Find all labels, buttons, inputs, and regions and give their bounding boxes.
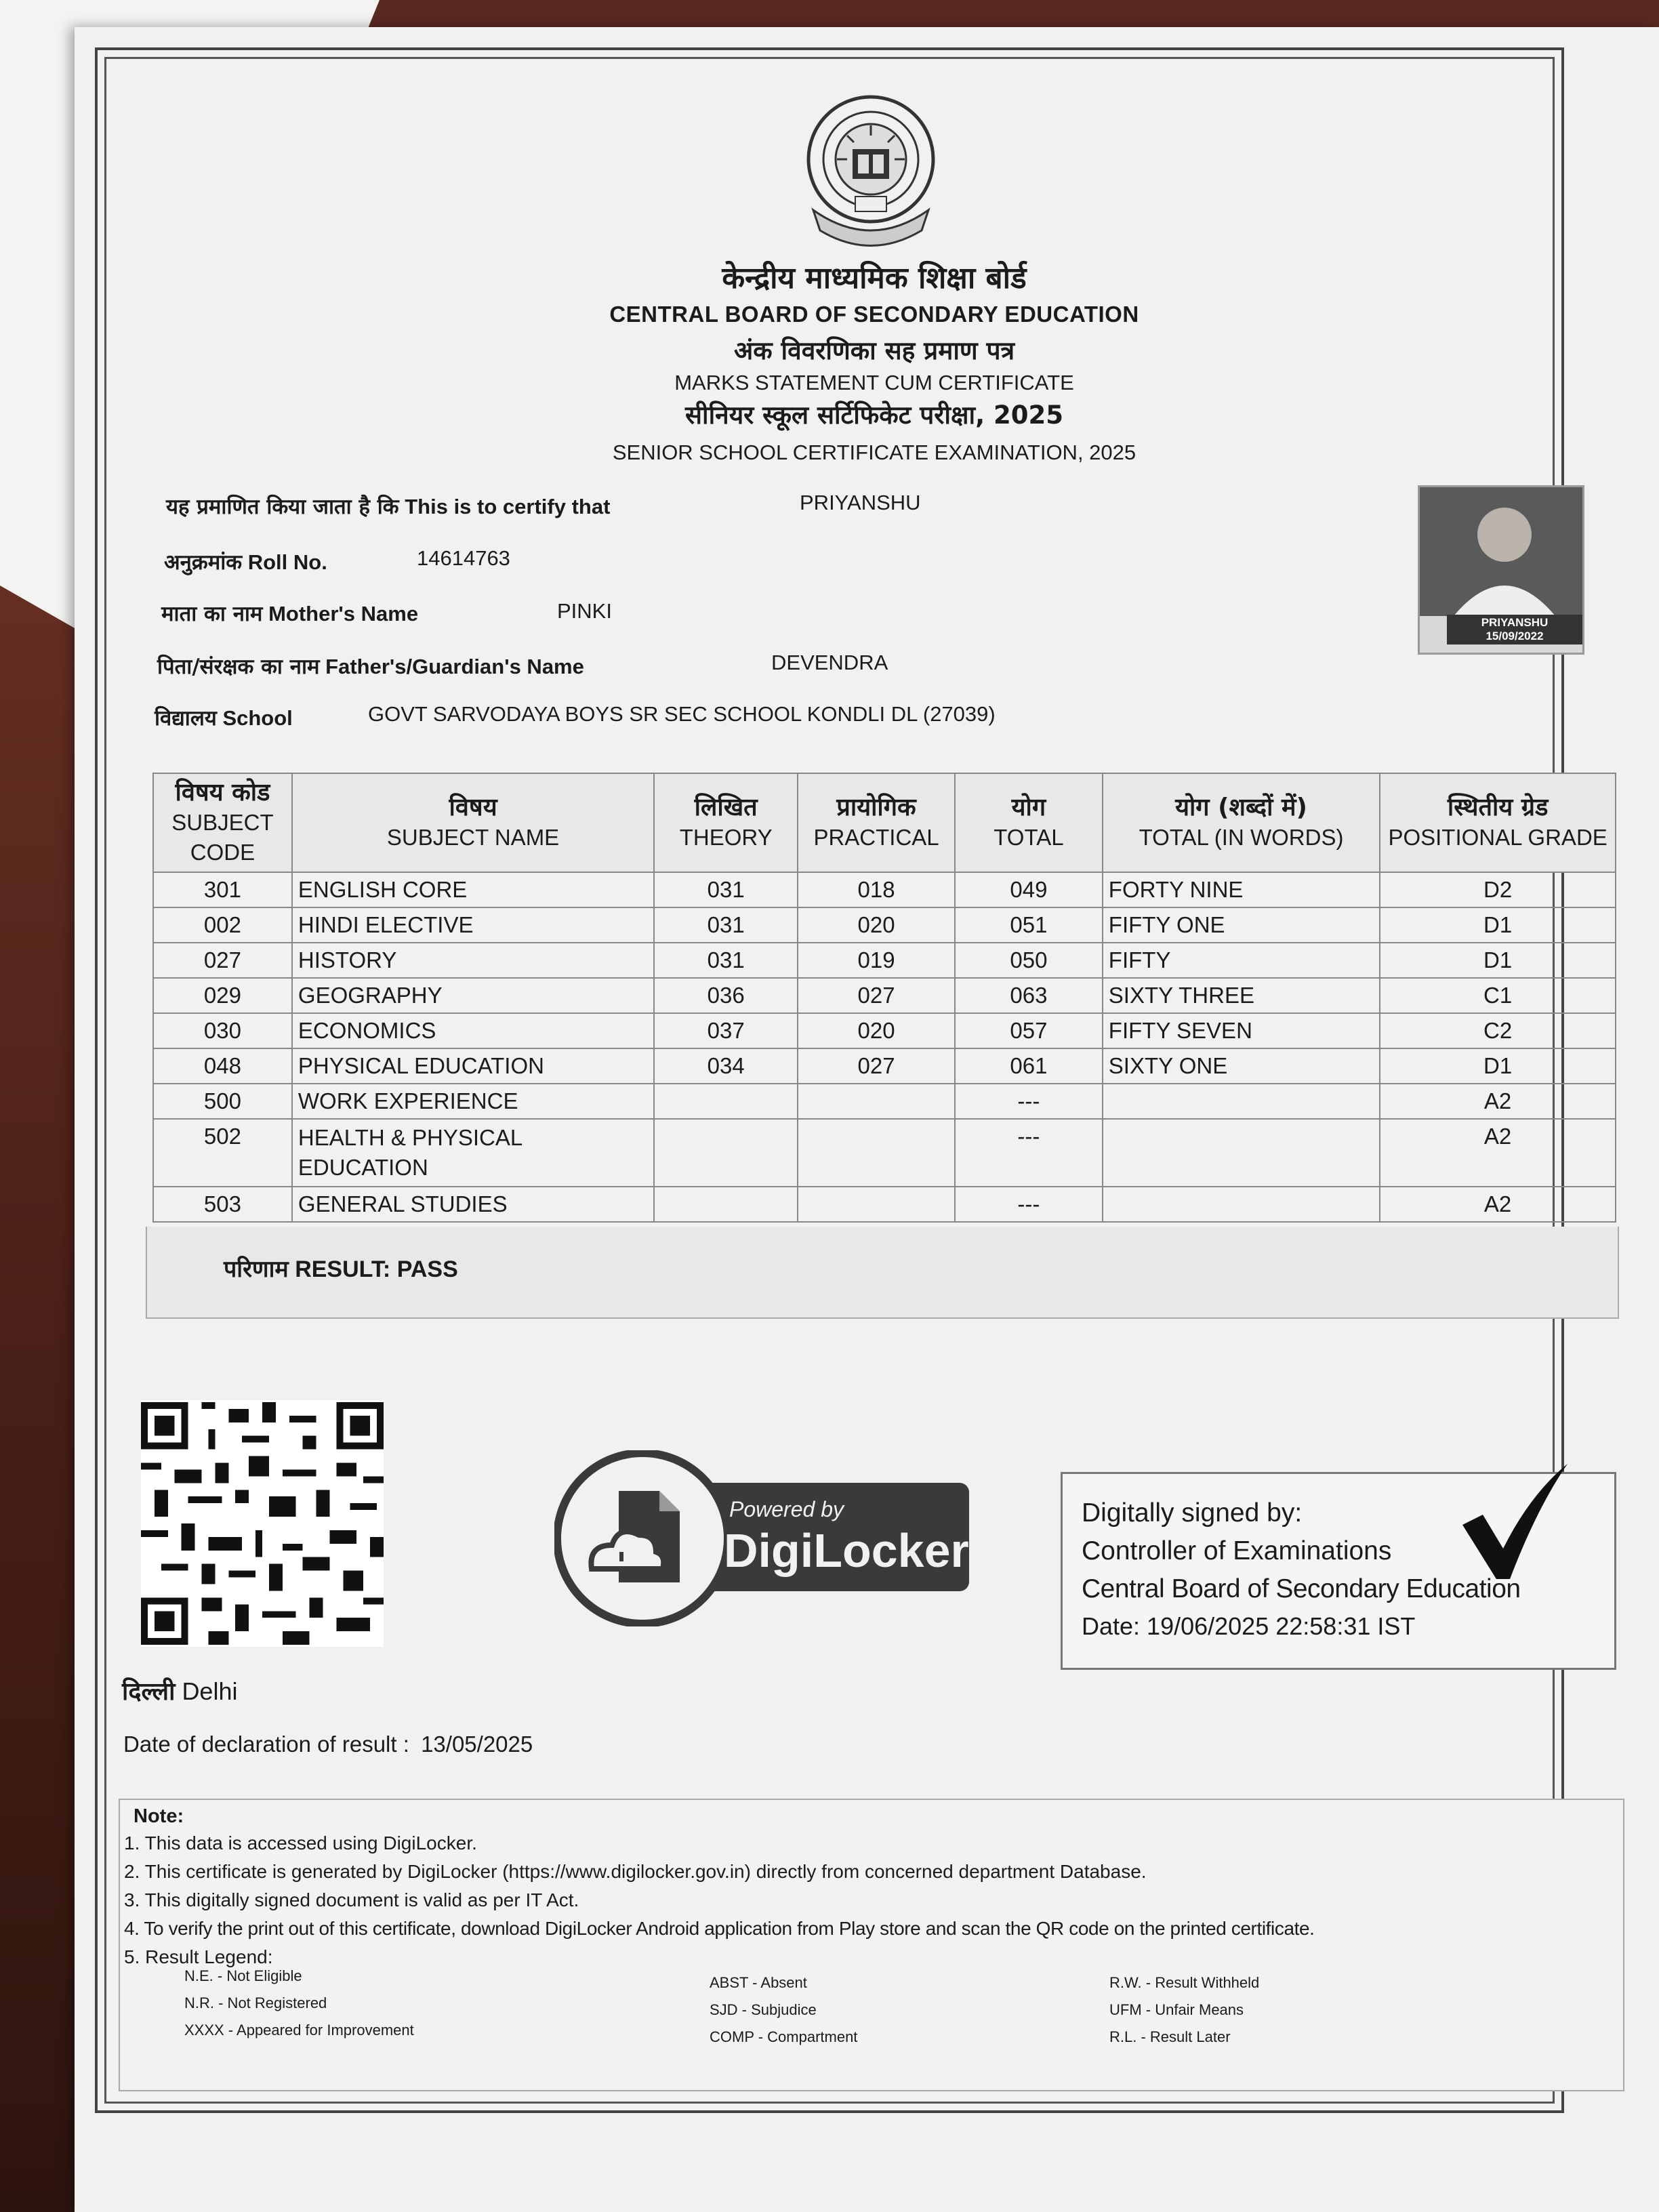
result-value: PASS: [396, 1256, 458, 1282]
positional-grade: A2: [1380, 1084, 1616, 1119]
theory-marks: 034: [654, 1048, 798, 1084]
total-in-words: [1103, 1187, 1380, 1222]
notes-section: [119, 1799, 1624, 2091]
total-marks: 063: [955, 978, 1103, 1013]
subject-name: PHYSICAL EDUCATION: [292, 1048, 654, 1084]
notes-title: Note:: [134, 1805, 184, 1827]
header-positional-grade: स्थितीय ग्रेड POSITIONAL GRADE: [1380, 773, 1616, 872]
result-label: RESULT:: [295, 1256, 391, 1282]
photo-caption-date: 15/09/2022: [1486, 630, 1544, 642]
exam-title-hindi: सीनियर स्कूल सर्टिफिकेट परीक्षा, 2025: [684, 401, 1064, 430]
cbse-emblem-icon: [800, 95, 942, 251]
subject-name: HEALTH & PHYSICAL EDUCATION: [292, 1119, 654, 1187]
positional-grade: D2: [1380, 872, 1616, 907]
certify-line: [166, 492, 610, 520]
subject-code: 027: [153, 943, 292, 978]
subject-name: ENGLISH CORE: [292, 872, 654, 907]
subject-code: 301: [153, 872, 292, 907]
student-name: PRIYANSHU: [800, 491, 921, 514]
roll-label: Roll No.: [247, 550, 327, 574]
legend-item: ABST - Absent: [710, 1974, 807, 1991]
father-hindi: पिता/संरक्षक का नाम: [157, 655, 320, 679]
document-title-hindi: अंक विवरणिका सह प्रमाण पत्र: [733, 336, 1015, 365]
positional-grade: C1: [1380, 978, 1616, 1013]
subject-name: GEOGRAPHY: [292, 978, 654, 1013]
positional-grade: C2: [1380, 1013, 1616, 1048]
legend-item: R.L. - Result Later: [1109, 2028, 1231, 2045]
note-item: 1. This data is accessed using DigiLocker.: [124, 1832, 477, 1853]
legend-item: N.R. - Not Registered: [184, 1994, 327, 2011]
place-english: Delhi: [182, 1677, 238, 1705]
legend-column-2: [710, 1969, 857, 2051]
header-total-words: योग (शब्दों में) TOTAL (IN WORDS): [1103, 773, 1380, 872]
photo-caption: [1447, 615, 1582, 644]
legend-item: UFM - Unfair Means: [1109, 2001, 1244, 2018]
total-in-words: SIXTY ONE: [1103, 1048, 1380, 1084]
result-line: [224, 1252, 458, 1284]
digilocker-brand-text: DigiLocker: [724, 1524, 969, 1577]
father-line: [157, 652, 584, 680]
mother-name: PINKI: [557, 599, 612, 623]
digilocker-badge: [554, 1450, 975, 1626]
table-row: [153, 978, 1616, 1013]
legend-item: N.E. - Not Eligible: [184, 1967, 302, 1984]
theory-marks: 031: [654, 943, 798, 978]
person-icon: [1420, 487, 1582, 616]
table-row: [153, 872, 1616, 907]
total-in-words: FIFTY: [1103, 943, 1380, 978]
total-marks: ---: [955, 1084, 1103, 1119]
subject-name: WORK EXPERIENCE: [292, 1084, 654, 1119]
theory-marks: [654, 1084, 798, 1119]
table-row: [153, 907, 1616, 943]
school-hindi: विद्यालय: [155, 706, 217, 731]
positional-grade: D1: [1380, 943, 1616, 978]
legend-item: COMP - Compartment: [710, 2028, 858, 2045]
subject-name: ECONOMICS: [292, 1013, 654, 1048]
practical-marks: [798, 1119, 955, 1187]
legend-item: R.W. - Result Withheld: [1109, 1974, 1260, 1991]
document-title-english: MARKS STATEMENT CUM CERTIFICATE: [674, 371, 1074, 394]
exam-title-english: SENIOR SCHOOL CERTIFICATE EXAMINATION, 2025: [612, 441, 1136, 464]
student-photo: [1418, 485, 1584, 655]
practical-marks: [798, 1187, 955, 1222]
subject-code: 030: [153, 1013, 292, 1048]
practical-marks: 019: [798, 943, 955, 978]
declaration-line: [123, 1732, 533, 1757]
school-line: [155, 703, 293, 732]
qr-code-icon[interactable]: [141, 1400, 384, 1647]
theory-marks: 031: [654, 872, 798, 907]
positional-grade: D1: [1380, 1048, 1616, 1084]
theory-marks: [654, 1187, 798, 1222]
board-name-hindi: केन्द्रीय माध्यमिक शिक्षा बोर्ड: [722, 261, 1027, 295]
header-theory: लिखित THEORY: [654, 773, 798, 872]
result-label-hindi: परिणाम: [224, 1256, 289, 1283]
table-row: [153, 1013, 1616, 1048]
table-row: [153, 1048, 1616, 1084]
roll-line: [164, 548, 327, 576]
powered-by-text: Powered by: [729, 1497, 844, 1521]
table-header-row: [153, 773, 1616, 872]
roll-hindi: अनुक्रमांक: [164, 550, 243, 575]
marks-table: [152, 773, 1616, 1223]
total-in-words: [1103, 1119, 1380, 1187]
signature-date: Date: 19/06/2025 22:58:31 IST: [1082, 1612, 1416, 1640]
subject-code: 048: [153, 1048, 292, 1084]
legend-column-1: [184, 1963, 414, 2044]
total-marks: ---: [955, 1119, 1103, 1187]
subject-code: 503: [153, 1187, 292, 1222]
subject-name: GENERAL STUDIES: [292, 1187, 654, 1222]
subject-code: 500: [153, 1084, 292, 1119]
practical-marks: 020: [798, 907, 955, 943]
certify-label: This is to certify that: [405, 495, 611, 518]
practical-marks: 027: [798, 1048, 955, 1084]
theory-marks: 031: [654, 907, 798, 943]
header-subject-code: विषय कोड SUBJECT CODE: [153, 773, 292, 872]
declaration-date: 13/05/2025: [421, 1732, 533, 1757]
table-row: [153, 1084, 1616, 1119]
legend-column-3: [1109, 1969, 1259, 2051]
signer-organization: Central Board of Secondary Education: [1082, 1574, 1521, 1603]
note-item: 4. To verify the print out of this certificate, download DigiLocker Android application from Play store and scan the QR code on the printed certificate.: [124, 1918, 1315, 1939]
note-item: 3. This digitally signed document is valid as per IT Act.: [124, 1889, 579, 1910]
digital-signature-box: [1061, 1472, 1616, 1670]
note-item: 5. Result Legend:: [124, 1946, 273, 1967]
school-name: GOVT SARVODAYA BOYS SR SEC SCHOOL KONDLI DL (27039): [368, 702, 996, 726]
practical-marks: [798, 1084, 955, 1119]
total-marks: 049: [955, 872, 1103, 907]
total-in-words: [1103, 1084, 1380, 1119]
table-row: [153, 1187, 1616, 1222]
signer-title: Controller of Examinations: [1082, 1536, 1392, 1565]
total-in-words: FIFTY ONE: [1103, 907, 1380, 943]
subject-code: 502: [153, 1119, 292, 1187]
subject-code: 002: [153, 907, 292, 943]
total-marks: 051: [955, 907, 1103, 943]
subject-name: HINDI ELECTIVE: [292, 907, 654, 943]
total-marks: 061: [955, 1048, 1103, 1084]
positional-grade: A2: [1380, 1119, 1616, 1187]
father-name: DEVENDRA: [771, 651, 888, 674]
total-marks: 050: [955, 943, 1103, 978]
mother-label: Mother's Name: [268, 602, 419, 626]
place: [122, 1674, 237, 1707]
total-marks: 057: [955, 1013, 1103, 1048]
total-in-words: SIXTY THREE: [1103, 978, 1380, 1013]
photo-caption-name: PRIYANSHU: [1481, 616, 1549, 629]
header-practical: प्रायोगिक PRACTICAL: [798, 773, 955, 872]
mother-line: [161, 599, 418, 628]
subject-code: 029: [153, 978, 292, 1013]
legend-item: SJD - Subjudice: [710, 2001, 817, 2018]
signed-by-label: Digitally signed by:: [1082, 1498, 1303, 1528]
checkmark-icon: [1456, 1460, 1571, 1582]
certify-hindi: यह प्रमाणित किया जाता है कि: [166, 495, 399, 519]
board-name-english: CENTRAL BOARD OF SECONDARY EDUCATION: [609, 302, 1139, 327]
practical-marks: 027: [798, 978, 955, 1013]
place-hindi: दिल्ली: [122, 1678, 176, 1706]
school-label: School: [222, 706, 293, 730]
practical-marks: 020: [798, 1013, 955, 1048]
theory-marks: 037: [654, 1013, 798, 1048]
practical-marks: 018: [798, 872, 955, 907]
legend-item: XXXX - Appeared for Improvement: [184, 2022, 414, 2039]
table-row: [153, 1119, 1616, 1187]
father-label: Father's/Guardian's Name: [325, 655, 584, 678]
roll-number: 14614763: [417, 546, 510, 570]
positional-grade: D1: [1380, 907, 1616, 943]
note-item: 2. This certificate is generated by DigiLocker (https://www.digilocker.gov.in) directly from concerned department Database.: [124, 1861, 1147, 1882]
subject-name: HISTORY: [292, 943, 654, 978]
theory-marks: 036: [654, 978, 798, 1013]
header-total: योग TOTAL: [955, 773, 1103, 872]
theory-marks: [654, 1119, 798, 1187]
declaration-label: Date of declaration of result :: [123, 1732, 409, 1757]
header-subject-name: विषय SUBJECT NAME: [292, 773, 654, 872]
mother-hindi: माता का नाम: [161, 602, 263, 626]
total-in-words: FORTY NINE: [1103, 872, 1380, 907]
positional-grade: A2: [1380, 1187, 1616, 1222]
total-marks: ---: [955, 1187, 1103, 1222]
table-row: [153, 943, 1616, 978]
total-in-words: FIFTY SEVEN: [1103, 1013, 1380, 1048]
